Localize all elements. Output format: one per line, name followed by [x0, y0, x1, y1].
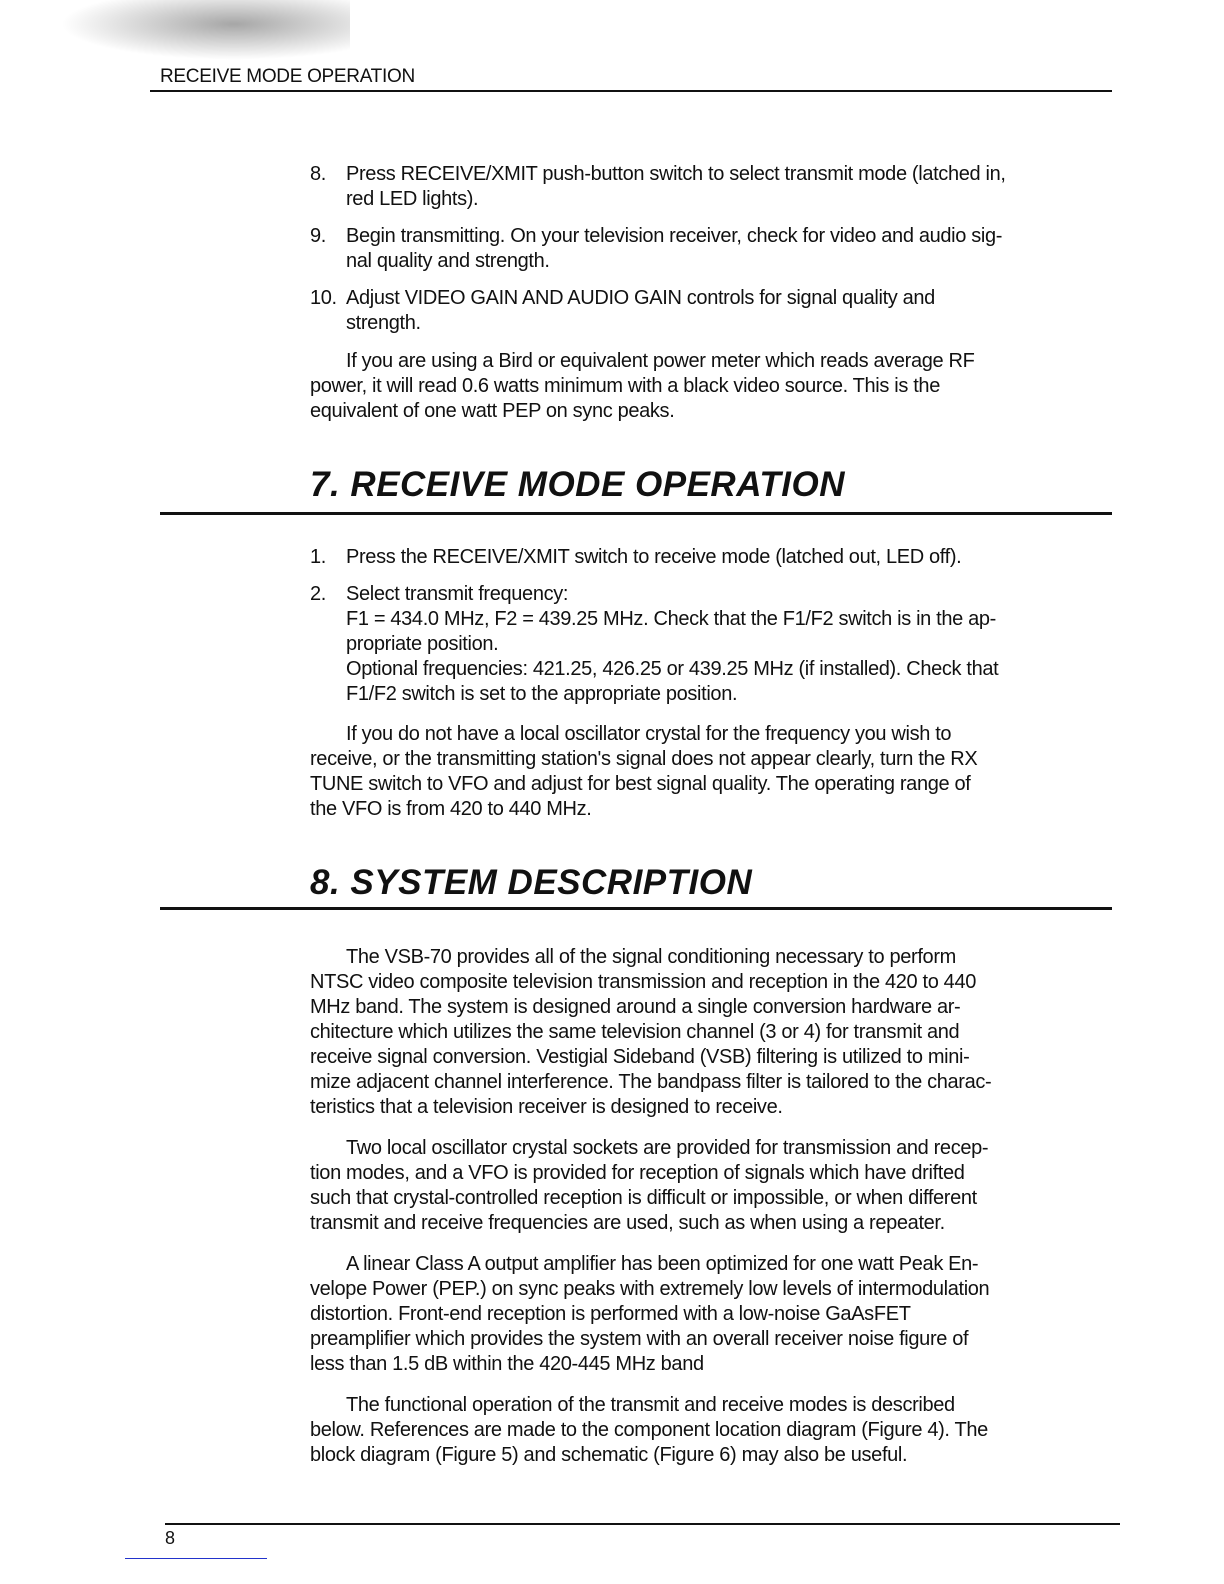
scan-noise — [60, 0, 350, 60]
paragraph — [310, 1136, 991, 1236]
section-8-heading: 8. SYSTEM DESCRIPTION — [310, 863, 753, 902]
section-8-rule — [160, 907, 1112, 910]
paragraph — [310, 1252, 991, 1377]
text-line: power, it will read 0.6 watts minimum with a black video source. This is the — [310, 375, 940, 397]
text-line: velope Power (PEP.) on sync peaks with extremely low levels of intermodulation — [310, 1278, 990, 1300]
text-line: Two local oscillator crystal sockets are provided for transmission and recep- — [346, 1137, 989, 1159]
paragraph — [310, 945, 991, 1120]
text-line: NTSC video composite television transmission and reception in the 420 to 440 — [310, 971, 976, 993]
text-line: If you do not have a local oscillator crystal for the frequency you wish to — [346, 723, 952, 745]
text-line: propriate position. — [346, 633, 499, 655]
section-7-paragraph — [310, 722, 977, 822]
text-line: chitecture which utilizes the same television channel (3 or 4) for transmit and — [310, 1021, 960, 1043]
list-item — [310, 224, 1006, 274]
running-header: RECEIVE MODE OPERATION — [160, 66, 415, 87]
steps-top — [310, 162, 1006, 348]
text-line: below. References are made to the component location diagram (Figure 4). The — [310, 1419, 988, 1441]
text-line: tion modes, and a VFO is provided for reception of signals which have drifted — [310, 1162, 965, 1184]
text-line: Adjust VIDEO GAIN AND AUDIO GAIN controls for signal quality and — [346, 287, 935, 309]
text-line: preamplifier which provides the system with an overall receiver noise figure of — [310, 1328, 969, 1350]
text-line: Optional frequencies: 421.25, 426.25 or 439.25 MHz (if installed). Check that — [346, 658, 999, 680]
text-line: receive, or the transmitting station's signal does not appear clearly, turn the RX — [310, 748, 978, 770]
text-line: receive signal conversion. Vestigial Sideband (VSB) filtering is utilized to mini- — [310, 1046, 970, 1068]
text-line: Press RECEIVE/XMIT push-button switch to select transmit mode (latched in, — [346, 163, 1006, 185]
text-line: nal quality and strength. — [346, 250, 550, 272]
text-line: If you are using a Bird or equivalent power meter which reads average RF — [346, 350, 975, 372]
text-line: transmit and receive frequencies are used, such as when using a repeater. — [310, 1212, 945, 1234]
footer-link-line — [125, 1558, 267, 1559]
text-line: block diagram (Figure 5) and schematic (Figure 6) may also be useful. — [310, 1444, 908, 1466]
list-number: 2. — [310, 583, 326, 605]
list-item — [310, 582, 998, 707]
text-line: The VSB-70 provides all of the signal conditioning necessary to perform — [346, 946, 956, 968]
footer-rule — [165, 1523, 1120, 1525]
text-line: Begin transmitting. On your television receiver, check for video and audio sig- — [346, 225, 1003, 247]
list-item — [310, 162, 1006, 212]
power-paragraph — [310, 349, 974, 424]
text-line: TUNE switch to VFO and adjust for best signal quality. The operating range of — [310, 773, 971, 795]
text-line: mize adjacent channel interference. The bandpass filter is tailored to the charac- — [310, 1071, 992, 1093]
text-line: A linear Class A output amplifier has been optimized for one watt Peak En- — [346, 1253, 979, 1275]
text-line: F1/F2 switch is set to the appropriate position. — [346, 683, 738, 705]
text-line: strength. — [346, 312, 421, 334]
list-number: 9. — [310, 225, 326, 247]
section-7-heading: 7. RECEIVE MODE OPERATION — [310, 465, 845, 504]
list-number: 1. — [310, 546, 326, 568]
header-rule — [150, 90, 1112, 92]
text-line: Select transmit frequency: — [346, 583, 569, 605]
section-8-body — [310, 945, 991, 1484]
text-line: less than 1.5 dB within the 420-445 MHz band — [310, 1353, 704, 1375]
text-line: F1 = 434.0 MHz, F2 = 439.25 MHz. Check that the F1/F2 switch is in the ap- — [346, 608, 996, 630]
text-line: equivalent of one watt PEP on sync peaks. — [310, 400, 675, 422]
list-item — [310, 286, 1006, 336]
list-number: 10. — [310, 287, 337, 309]
paragraph — [310, 1393, 991, 1468]
text-line: MHz band. The system is designed around a single conversion hardware ar- — [310, 996, 961, 1018]
section-7-steps — [310, 545, 998, 719]
section-7-rule — [160, 512, 1112, 515]
text-line: red LED lights). — [346, 188, 479, 210]
text-line: distortion. Front-end reception is performed with a low-noise GaAsFET — [310, 1303, 911, 1325]
list-number: 8. — [310, 163, 326, 185]
page-number: 8 — [165, 1528, 176, 1548]
text-line: the VFO is from 420 to 440 MHz. — [310, 798, 592, 820]
text-line: The functional operation of the transmit and receive modes is described — [346, 1394, 955, 1416]
text-line: teristics that a television receiver is designed to receive. — [310, 1096, 783, 1118]
list-item — [310, 545, 998, 570]
text-line: Press the RECEIVE/XMIT switch to receive mode (latched out, LED off). — [346, 546, 962, 568]
text-line: such that crystal-controlled reception is difficult or impossible, or when different — [310, 1187, 977, 1209]
